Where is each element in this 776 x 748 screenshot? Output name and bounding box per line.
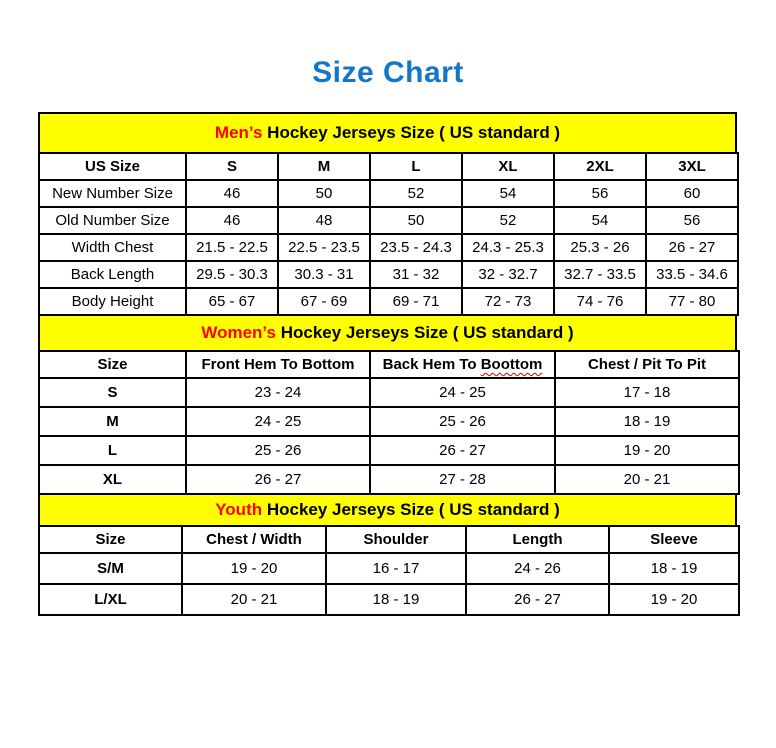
size-chart-sheet [38,112,737,616]
youth-table-row [39,584,739,615]
youth-table-band [38,493,737,525]
men-size-cell: 72 - 73 [462,288,554,315]
men-size-cell: 52 [462,207,554,234]
women-column-header: Size [39,351,186,378]
men-size-cell: 74 - 76 [554,288,646,315]
women-size-cell: 18 - 19 [555,407,739,436]
men-size-cell: 32 - 32.7 [462,261,554,288]
men-size-cell: 52 [370,180,462,207]
men-size-cell: 56 [554,180,646,207]
youth-band-highlight: Youth [215,500,263,519]
men-row-label: Body Height [39,288,186,315]
men-size-cell: 46 [186,180,278,207]
page-title: Size Chart [312,56,464,89]
men-table-row [39,261,738,288]
women-column-header: Chest / Pit To Pit [555,351,739,378]
men-size-cell: 30.3 - 31 [278,261,370,288]
men-size-cell: 33.5 - 34.6 [646,261,738,288]
misspelled-word: Boottom [480,356,543,373]
women-size-cell: 23 - 24 [186,378,370,407]
women-row-label: M [39,407,186,436]
men-table-row [39,207,738,234]
youth-size-cell: 19 - 20 [609,584,739,615]
men-column-header: US Size [39,153,186,180]
women-table-row [39,465,739,494]
youth-size-cell: 16 - 17 [326,553,466,584]
men-row-label: Old Number Size [39,207,186,234]
women-header-row [39,351,739,378]
youth-row-label: S/M [39,553,182,584]
men-column-header: L [370,153,462,180]
men-size-cell: 31 - 32 [370,261,462,288]
men-column-header: 2XL [554,153,646,180]
youth-column-header: Shoulder [326,526,466,553]
men-size-cell: 26 - 27 [646,234,738,261]
women-size-cell: 20 - 21 [555,465,739,494]
womens-table-band [38,314,737,350]
youth-row-label: L/XL [39,584,182,615]
men-column-header: S [186,153,278,180]
youth-column-header: Length [466,526,609,553]
youth-size-cell: 18 - 19 [326,584,466,615]
men-size-cell: 54 [554,207,646,234]
youth-table-row [39,553,739,584]
women-size-cell: 25 - 26 [370,407,555,436]
mens-band-title: Hockey Jerseys Size ( US standard ) [262,123,561,142]
men-row-label: Back Length [39,261,186,288]
women-size-cell: 25 - 26 [186,436,370,465]
men-size-cell: 25.3 - 26 [554,234,646,261]
women-size-cell: 17 - 18 [555,378,739,407]
mens-band-highlight: Men’s [214,123,263,142]
men-size-cell: 65 - 67 [186,288,278,315]
women-row-label: S [39,378,186,407]
youth-size-cell: 18 - 19 [609,553,739,584]
men-size-cell: 54 [462,180,554,207]
youth-column-header: Chest / Width [182,526,326,553]
women-column-header [370,351,555,378]
womens-size-section [38,314,737,495]
men-size-cell: 50 [278,180,370,207]
men-size-cell: 67 - 69 [278,288,370,315]
men-size-cell: 24.3 - 25.3 [462,234,554,261]
men-column-header: XL [462,153,554,180]
women-row-label: XL [39,465,186,494]
men-column-header: 3XL [646,153,738,180]
youth-size-table [38,525,740,616]
mens-table-band [38,112,737,152]
men-size-cell: 29.5 - 30.3 [186,261,278,288]
women-table-row [39,378,739,407]
youth-size-cell: 24 - 26 [466,553,609,584]
men-size-cell: 48 [278,207,370,234]
youth-column-header: Size [39,526,182,553]
women-size-cell: 24 - 25 [370,378,555,407]
men-size-cell: 56 [646,207,738,234]
men-size-cell: 22.5 - 23.5 [278,234,370,261]
men-size-cell: 77 - 80 [646,288,738,315]
women-size-cell: 27 - 28 [370,465,555,494]
women-size-cell: 24 - 25 [186,407,370,436]
women-row-label: L [39,436,186,465]
men-header-row [39,153,738,180]
women-column-header: Front Hem To Bottom [186,351,370,378]
youth-size-section [38,493,737,616]
men-table-row [39,180,738,207]
men-size-cell: 46 [186,207,278,234]
womens-band-title: Hockey Jerseys Size ( US standard ) [275,323,574,342]
mens-size-table [38,152,739,316]
womens-size-table [38,350,740,495]
youth-size-cell: 20 - 21 [182,584,326,615]
youth-size-cell: 19 - 20 [182,553,326,584]
men-size-cell: 23.5 - 24.3 [370,234,462,261]
men-row-label: Width Chest [39,234,186,261]
men-size-cell: 32.7 - 33.5 [554,261,646,288]
women-size-cell: 19 - 20 [555,436,739,465]
men-table-row [39,288,738,315]
youth-header-row [39,526,739,553]
men-size-cell: 60 [646,180,738,207]
womens-band-highlight: Women’s [201,323,276,342]
youth-size-cell: 26 - 27 [466,584,609,615]
men-size-cell: 50 [370,207,462,234]
men-size-cell: 69 - 71 [370,288,462,315]
women-table-row [39,407,739,436]
men-table-row [39,234,738,261]
women-table-row [39,436,739,465]
women-column-header-text: Back Hem To [382,356,481,373]
youth-column-header: Sleeve [609,526,739,553]
men-size-cell: 21.5 - 22.5 [186,234,278,261]
men-row-label: New Number Size [39,180,186,207]
youth-band-title: Hockey Jerseys Size ( US standard ) [262,500,560,519]
mens-size-section [38,112,737,316]
men-column-header: M [278,153,370,180]
women-size-cell: 26 - 27 [186,465,370,494]
women-size-cell: 26 - 27 [370,436,555,465]
